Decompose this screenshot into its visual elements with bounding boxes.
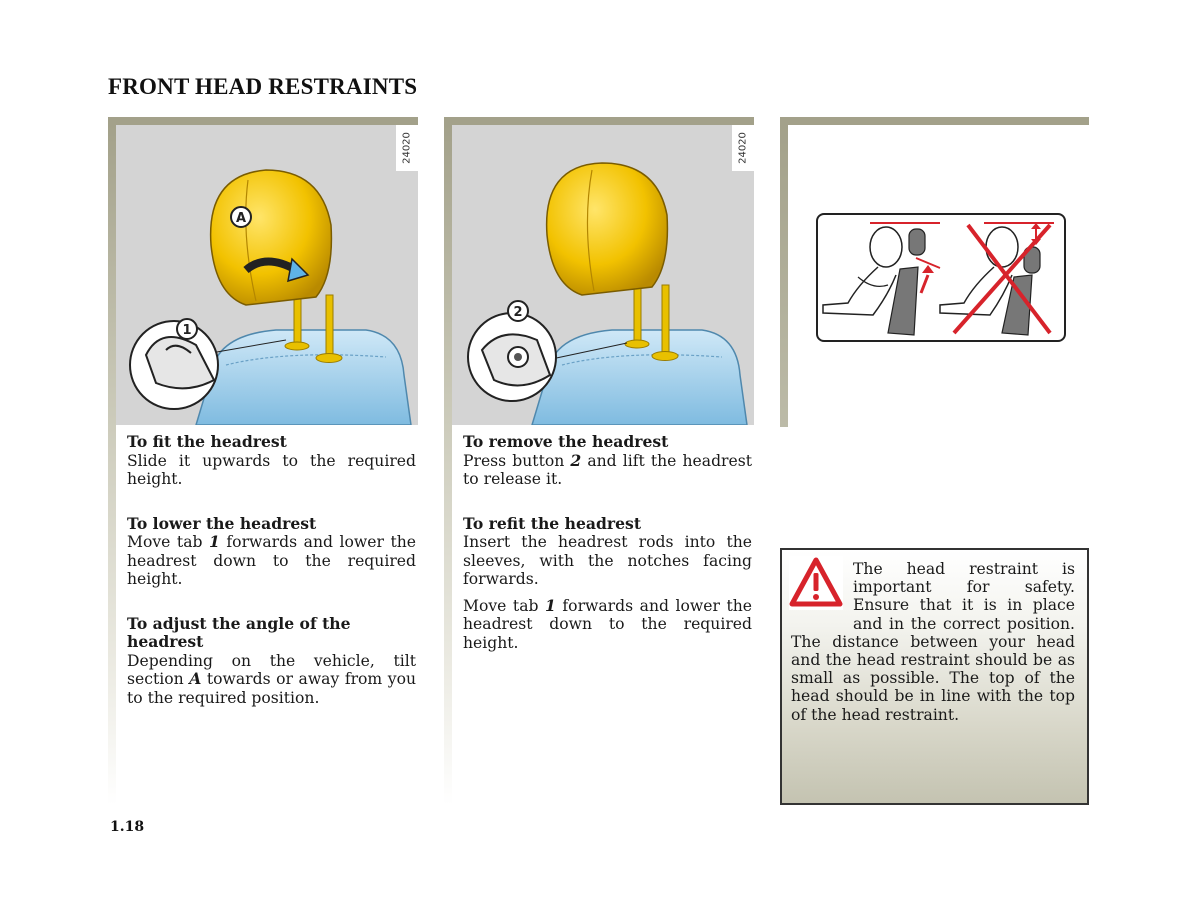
text-refit-lower: Move tab 1 forwards and lower the headrest down to the required height. xyxy=(463,595,752,652)
callout-a: A xyxy=(235,211,247,226)
column-frame-top xyxy=(780,117,1089,125)
text-adjust: Depending on the vehicle, tilt section A towards or away from you to the required position. xyxy=(127,651,416,707)
figure-code: 24020 xyxy=(732,125,754,171)
head-restraint-position-diagram xyxy=(816,213,1066,342)
safety-warning xyxy=(780,548,1089,805)
column-frame-side xyxy=(108,125,116,805)
text-remove: Press button 2 and lift the headrest to release it. xyxy=(463,450,752,488)
heading-adjust: To adjust the angle of the headrest xyxy=(127,613,351,651)
headrest-remove-illustration xyxy=(452,125,754,425)
column-frame-side xyxy=(444,125,452,805)
column-frame-top xyxy=(108,117,418,125)
warning-text: The head restraint is important for safety. Ensure that it is in place and in the correct position. The distance between your head and the head restraint should be as small as possible. The top of the head should be in line with the top of the head restraint. xyxy=(791,560,1075,724)
text-lower: Move tab 1 forwards and lower the headrest down to the required height. xyxy=(127,532,416,588)
text-fit: Slide it upwards to the required height. xyxy=(127,451,416,488)
callout-2: 2 xyxy=(513,305,523,320)
heading-fit: To fit the headrest xyxy=(127,432,287,451)
headrest-adjust-illustration xyxy=(116,125,418,425)
heading-remove: To remove the headrest xyxy=(463,432,669,451)
figure-code: 24020 xyxy=(396,125,418,171)
callout-1: 1 xyxy=(182,323,192,338)
text-refit: Insert the headrest rods into the sleeves, with the notches facing forwards. xyxy=(463,533,752,588)
heading-refit: To refit the headrest xyxy=(463,513,642,533)
column-frame-side xyxy=(780,125,788,427)
remove-refit-instructions xyxy=(463,433,752,652)
column-frame-top xyxy=(444,117,754,125)
page-title: FRONT HEAD RESTRAINTS xyxy=(108,74,418,99)
fit-lower-adjust-instructions xyxy=(127,433,416,707)
page-number: 1.18 xyxy=(110,819,145,835)
heading-lower: To lower the headrest xyxy=(127,513,317,533)
